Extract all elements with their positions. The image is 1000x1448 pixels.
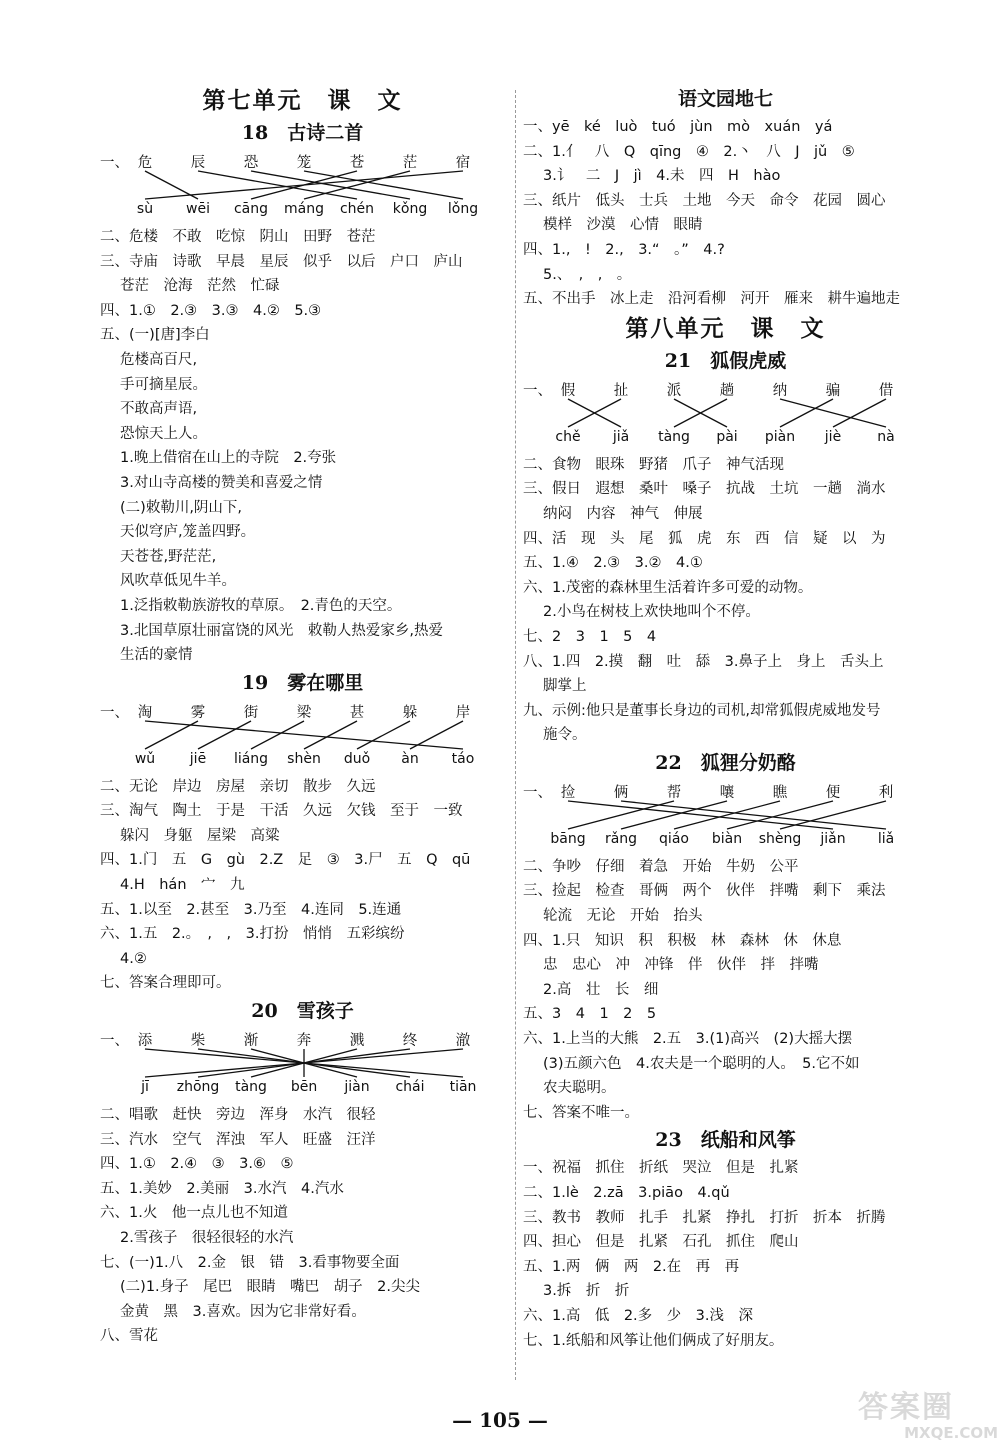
- answer-line: 三、假日 遐想 桑叶 嗓子 抗战 土坑 一趟 淌水: [523, 481, 886, 498]
- answer-line: 金黄 黑 3.喜欢。因为它非常好看。: [120, 1303, 366, 1320]
- lesson-title: 23 纸船和风筝: [655, 1129, 796, 1152]
- answer-line: 3.讠 二 J jì 4.未 四 H hào: [543, 168, 781, 185]
- answer-line: 1.晚上借宿在山上的寺院 2.夸张: [120, 450, 337, 467]
- match-line: [251, 721, 304, 749]
- pinyin-syllable: piàn: [764, 428, 796, 445]
- hanzi-char: 辰: [190, 155, 206, 171]
- answer-line: 六、1.高 低 2.多 少 3.浅 深: [523, 1307, 754, 1324]
- hanzi-char: 甚: [349, 704, 365, 721]
- hanzi-char: 俩: [613, 784, 629, 801]
- answer-line: 七、2 3 1 5 4: [523, 628, 657, 645]
- match-line: [357, 721, 410, 749]
- pinyin-syllable: bāng: [550, 830, 586, 847]
- hanzi-char: 终: [402, 1033, 418, 1050]
- pinyin-syllable: rǎng: [604, 830, 638, 847]
- answer-line: 六、1.火 他一点儿也不知道: [100, 1205, 288, 1222]
- hanzi-char: 梁: [296, 704, 312, 721]
- match-line: [780, 399, 886, 427]
- answer-line: 二、唱歌 赶快 旁边 浑身 水汽 很轻: [100, 1107, 376, 1124]
- answer-line: 二、争吵 仔细 着急 开始 牛奶 公平: [523, 858, 799, 875]
- hanzi-char: 趟: [719, 382, 735, 399]
- answer-line: 3.拆 折 折: [543, 1283, 630, 1300]
- answer-line: 二、1.亻 八 Q qīng ④ 2.丶 八 J jǔ ⑤: [523, 143, 855, 160]
- answer-line: 一、yē ké luò tuó jùn mò xuán yá: [523, 119, 833, 135]
- answer-line: 天苍苍,野茫茫,: [120, 548, 217, 565]
- answer-line: 五、1.两 俩 两 2.在 再 再: [523, 1258, 740, 1275]
- answer-line: 2.雪孩子 很轻很轻的水汽: [120, 1230, 294, 1246]
- pinyin-syllable: jiǎ: [612, 428, 630, 445]
- answer-line: 二、1.lè 2.zā 3.piāo 4.qǔ: [523, 1185, 730, 1201]
- answer-line: 轮流 无论 开始 抬头: [543, 908, 703, 925]
- answer-line: 七、1.纸船和风筝让他们俩成了好朋友。: [523, 1332, 784, 1349]
- pinyin-syllable: àn: [401, 750, 419, 767]
- pinyin-syllable: zhōng: [176, 1079, 220, 1096]
- answer-line: 三、淘气 陶土 于是 干活 久远 欠钱 至于 一致: [100, 803, 463, 820]
- answer-line: 七、答案合理即可。: [100, 975, 231, 992]
- answer-line: 3.北国草原壮丽富饶的风光 敕勒人热爱家乡,热爱: [120, 622, 443, 639]
- answer-line: 六、1.五 2.。 , , 3.打扮 悄悄 五彩缤纷: [100, 926, 405, 943]
- hanzi-char: 扯: [613, 382, 629, 399]
- hanzi-char: 柴: [190, 1033, 206, 1050]
- lesson-title: 语文园地七: [677, 88, 773, 110]
- lesson-title: 20 雪孩子: [251, 1000, 354, 1023]
- pinyin-syllable: lǒng: [447, 201, 479, 217]
- watermark-domain: MXQE.COM: [904, 1424, 998, 1442]
- answer-line: 二、食物 眼珠 野猪 爪子 神气活现: [523, 456, 784, 473]
- pinyin-syllable: tàng: [658, 428, 690, 445]
- pinyin-syllable: sù: [136, 201, 154, 217]
- pinyin-syllable: biàn: [711, 830, 743, 847]
- answer-line: 二、危楼 不敢 吃惊 阴山 田野 苍茫: [100, 229, 376, 245]
- pinyin-syllable: tiān: [449, 1079, 477, 1096]
- column-divider: [515, 90, 516, 1380]
- matching-exercise: [100, 1027, 505, 1103]
- lesson-title: 22 狐狸分奶酪: [655, 751, 796, 774]
- hanzi-char: 岸: [455, 704, 471, 721]
- pinyin-syllable: nà: [877, 428, 895, 445]
- hanzi-char: 躲: [402, 704, 418, 721]
- answer-line: 苍茫 沧海 茫然 忙碌: [120, 278, 280, 295]
- match-line: [568, 801, 674, 829]
- question-label: 一、: [523, 784, 552, 801]
- pinyin-syllable: jiè: [824, 428, 842, 445]
- pinyin-syllable: shèn: [287, 750, 321, 767]
- answer-line: 五、(一)[唐]李白: [100, 327, 210, 344]
- unit-title: 第七单元 课 文: [202, 87, 403, 114]
- hanzi-char: 假: [560, 382, 576, 399]
- answer-line: 5.、 , , 。: [543, 266, 632, 283]
- hanzi-char: 骗: [825, 382, 841, 399]
- answer-line: (二)1.身子 尾巴 眼睛 嘴巴 胡子 2.尖尖: [120, 1279, 420, 1296]
- hanzi-char: 借: [878, 382, 894, 399]
- answer-line: 九、示例:他只是董事长身边的司机,却常狐假虎威地发号: [523, 702, 881, 719]
- match-line: [780, 399, 833, 427]
- answer-line: 八、1.四 2.摸 翻 吐 舔 3.鼻子上 身上 舌头上: [523, 653, 884, 670]
- answer-line: 躲闪 身躯 屋梁 高粱: [120, 827, 280, 844]
- answer-line: 手可摘星辰。: [120, 376, 207, 393]
- hanzi-char: 派: [666, 382, 682, 399]
- question-label: 一、: [100, 1033, 129, 1050]
- answer-line: 五、不出手 冰上走 沿河看柳 河开 雁来 耕牛遍地走: [523, 291, 900, 308]
- hanzi-char: 利: [878, 784, 894, 801]
- answer-line: 模样 沙漠 心情 眼睛: [543, 217, 703, 234]
- answer-line: 四、1.门 五 G gù 2.Z 足 ③ 3.尸 五 Q qū: [100, 852, 471, 869]
- question-label: 一、: [523, 382, 552, 399]
- answer-line: (3)五颜六色 4.农夫是一个聪明的人。 5.它不如: [543, 1055, 860, 1072]
- match-line: [568, 801, 833, 829]
- question-label: 一、: [100, 704, 129, 721]
- answer-line: 三、教书 教师 扎手 扎紧 挣扎 打折 折本 折腾: [523, 1209, 886, 1226]
- hanzi-char: 茫: [402, 155, 418, 171]
- answer-line: 4.②: [120, 950, 147, 967]
- pinyin-syllable: duǒ: [343, 750, 371, 767]
- pinyin-syllable: táo: [451, 750, 475, 767]
- match-line: [780, 801, 886, 829]
- hanzi-char: 帮: [666, 784, 682, 801]
- answer-line: 风吹草低见牛羊。: [120, 573, 236, 590]
- answer-line: 三、汽水 空气 浑浊 军人 旺盛 汪洋: [100, 1131, 376, 1148]
- answer-line: 六、1.茂密的森林里生活着许多可爱的动物。: [523, 579, 813, 596]
- answer-line: 四、担心 但是 扎紧 石孔 抓住 爬山: [523, 1234, 799, 1251]
- lesson-21: [523, 346, 928, 748]
- pinyin-syllable: jiǎn: [820, 830, 846, 847]
- pinyin-syllable: tàng: [235, 1079, 267, 1096]
- pinyin-syllable: bēn: [290, 1079, 318, 1096]
- hanzi-char: 捡: [560, 784, 576, 801]
- answer-line: 五、1.以至 2.甚至 3.乃至 4.连同 5.连通: [100, 901, 402, 918]
- pinyin-syllable: jiàn: [344, 1079, 370, 1096]
- unit-title: 第八单元 课 文: [625, 314, 826, 342]
- answer-line: 三、寺庙 诗歌 早晨 星辰 似乎 以后 户口 庐山: [100, 253, 463, 270]
- pinyin-syllable: cāng: [233, 201, 269, 217]
- answer-line: 脚掌上: [543, 678, 587, 695]
- right-column: [523, 84, 928, 1353]
- pinyin-syllable: shèng: [758, 830, 802, 847]
- answer-line: 农夫聪明。: [543, 1080, 616, 1097]
- answer-line: 六、1.上当的大熊 2.五 3.(1)高兴 (2)大摇大摆: [523, 1031, 853, 1048]
- pinyin-syllable: chén: [339, 201, 375, 217]
- match-line: [198, 721, 251, 749]
- matching-exercise: [100, 149, 505, 225]
- answer-line: 四、1., ! 2., 3.“ 。” 4.?: [523, 241, 725, 258]
- answer-line: 五、3 4 1 2 5: [523, 1006, 657, 1023]
- hanzi-char: 便: [825, 784, 841, 801]
- pinyin-syllable: liǎ: [877, 830, 895, 847]
- pinyin-syllable: kǒng: [392, 201, 428, 217]
- matching-exercise: [523, 779, 928, 855]
- answer-line: 四、活 现 头 尾 狐 虎 东 西 信 疑 以 为: [523, 530, 886, 547]
- match-line: [727, 801, 833, 829]
- hanzi-char: 澈: [455, 1033, 471, 1050]
- lesson-19: [100, 668, 505, 996]
- answer-line: 五、1.④ 2.③ 3.② 4.①: [523, 555, 703, 572]
- answer-line: 一、祝福 抓住 折纸 哭泣 但是 扎紧: [523, 1160, 799, 1177]
- lesson-title: 18 古诗二首: [241, 122, 364, 144]
- answer-line: 天似穹庐,笼盖四野。: [120, 524, 256, 541]
- answer-line: 八、雪花: [100, 1328, 158, 1345]
- answer-line: 四、1.① 2.③ 3.③ 4.② 5.③: [100, 302, 322, 319]
- garden-7: [523, 84, 928, 312]
- hanzi-char: 宿: [455, 155, 471, 171]
- watermark-text: 答案圈: [858, 1390, 954, 1425]
- hanzi-char: 淘: [137, 704, 153, 721]
- pinyin-syllable: liáng: [233, 750, 269, 767]
- answer-line: 恐惊天上人。: [120, 425, 207, 442]
- match-line: [621, 801, 886, 829]
- answer-line: 生活的豪情: [120, 647, 193, 664]
- match-line: [833, 399, 886, 427]
- hanzi-char: 溅: [349, 1033, 365, 1050]
- pinyin-syllable: wǔ: [134, 750, 156, 767]
- matching-exercise: [523, 377, 928, 453]
- match-line: [410, 721, 463, 749]
- page-number-text: 105: [479, 1408, 521, 1432]
- lesson-22: [523, 748, 928, 1126]
- answer-line: 4.H hán 宀 九: [120, 877, 245, 894]
- matching-exercise: [100, 699, 505, 775]
- match-line: [674, 801, 780, 829]
- answer-line: 五、1.美妙 2.美丽 3.水汽 4.汽水: [100, 1180, 344, 1197]
- hanzi-char: 恐: [243, 155, 259, 171]
- lesson-title: 21 狐假虎威: [664, 349, 787, 372]
- lesson-23: [523, 1125, 928, 1353]
- pinyin-syllable: qiáo: [659, 830, 689, 847]
- answer-line: 2.小鸟在树枝上欢快地叫个不停。: [543, 604, 760, 621]
- answer-line: 三、纸片 低头 士兵 土地 今天 命令 花园 圆心: [523, 192, 886, 209]
- pinyin-syllable: chě: [555, 428, 581, 445]
- answer-line: 四、1.① 2.④ ③ 3.⑥ ⑤: [100, 1156, 294, 1173]
- answer-line: 1.泛指敕勒族游牧的草原。 2.青色的天空。: [120, 597, 402, 614]
- answer-line: 2.高 壮 长 细: [543, 981, 659, 998]
- answer-line: 危楼高百尺,: [120, 351, 198, 368]
- answer-line: 三、捡起 检查 哥俩 两个 伙伴 拌嘴 剩下 乘法: [523, 883, 886, 900]
- answer-line: 3.对山寺高楼的赞美和喜爱之情: [120, 474, 323, 491]
- match-line: [145, 721, 463, 749]
- hanzi-char: 雾: [190, 704, 206, 721]
- answer-line: 忠 忠心 冲 冲锋 伴 伙伴 拌 拌嘴: [543, 957, 819, 974]
- hanzi-char: 苍: [349, 155, 365, 171]
- answer-line: 七、答案不唯一。: [523, 1104, 639, 1121]
- lesson-18: [100, 118, 505, 668]
- watermark-logo: [858, 1392, 998, 1444]
- hanzi-char: 瞧: [772, 784, 788, 801]
- hanzi-char: 嚷: [719, 784, 735, 801]
- answer-line: 不敢高声语,: [120, 401, 198, 418]
- pinyin-syllable: jiē: [189, 750, 207, 767]
- answer-line: 四、1.只 知识 积 积极 林 森林 休 休息: [523, 932, 842, 949]
- lesson-20: [100, 996, 505, 1349]
- answer-line: 施令。: [543, 727, 587, 744]
- pinyin-syllable: chái: [395, 1079, 425, 1096]
- question-label: 一、: [100, 155, 129, 171]
- match-line: [304, 721, 357, 749]
- hanzi-char: 奔: [296, 1033, 312, 1050]
- answer-line: 二、无论 岸边 房屋 亲切 散步 久远: [100, 778, 376, 795]
- answer-line: 七、(一)1.八 2.金 银 错 3.看事物要全面: [100, 1254, 400, 1271]
- match-line: [145, 171, 463, 199]
- match-line: [304, 171, 410, 199]
- hanzi-char: 笼: [296, 155, 312, 171]
- lesson-title: 19 雾在哪里: [241, 671, 364, 694]
- answer-line: (二)敕勒川,阴山下,: [120, 499, 243, 516]
- pinyin-syllable: máng: [284, 201, 324, 217]
- hanzi-char: 添: [137, 1033, 153, 1050]
- hanzi-char: 渐: [243, 1033, 259, 1050]
- page-number: — 105 —: [452, 1408, 548, 1432]
- match-line: [145, 721, 198, 749]
- pinyin-syllable: wēi: [186, 201, 210, 217]
- hanzi-char: 街: [243, 704, 259, 721]
- answer-line: 纳闷 内容 神气 伸展: [543, 505, 703, 522]
- left-column: [100, 84, 505, 1349]
- hanzi-char: 危: [137, 155, 153, 171]
- hanzi-char: 纳: [772, 382, 788, 399]
- pinyin-syllable: pài: [716, 428, 738, 445]
- match-line: [621, 801, 727, 829]
- pinyin-syllable: jī: [141, 1079, 149, 1096]
